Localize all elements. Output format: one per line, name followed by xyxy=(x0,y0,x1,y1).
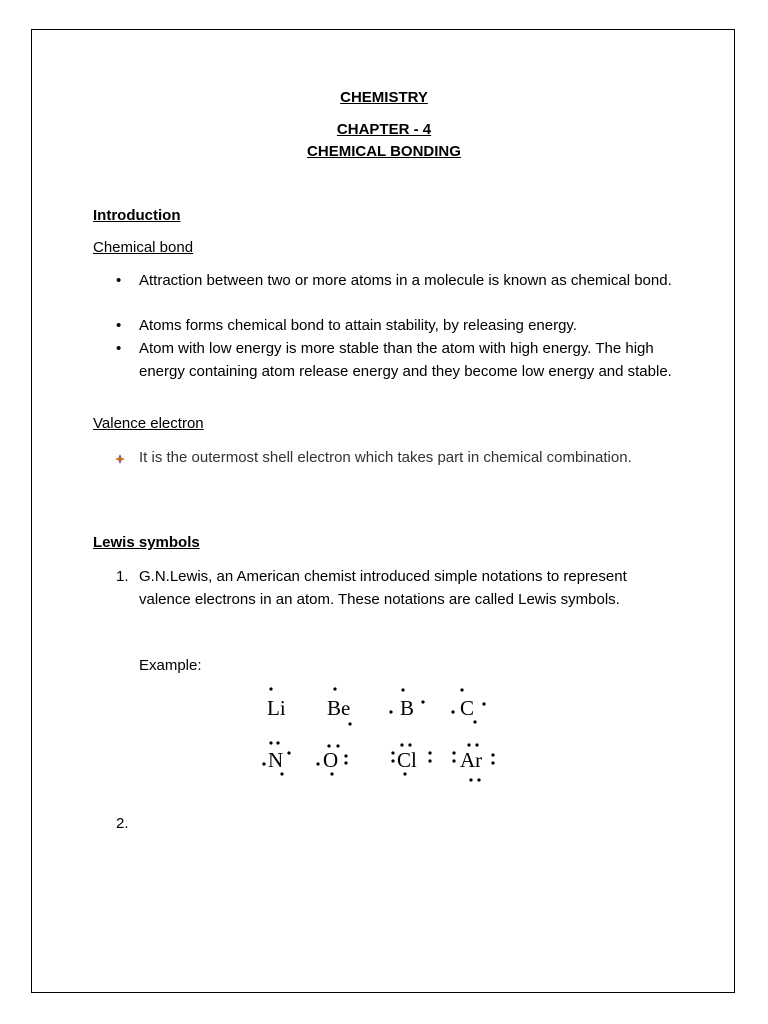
page-border xyxy=(31,29,735,993)
symbol-be: Be xyxy=(327,696,351,720)
chemical-bond-subheading: Chemical bond xyxy=(93,239,194,256)
arrow-bullet-icon xyxy=(114,453,126,465)
bullet-dot: • xyxy=(116,340,122,357)
bullet-dot: • xyxy=(116,317,122,334)
symbol-cl: Cl xyxy=(397,748,417,772)
subject-title: CHEMISTRY xyxy=(340,89,428,106)
chapter-title: CHEMICAL BONDING xyxy=(307,143,461,160)
example-label: Example: xyxy=(139,657,202,674)
symbol-o: O xyxy=(323,748,339,772)
symbol-c: C xyxy=(460,696,475,720)
lewis-item-1-text: G.N.Lewis, an American chemist introduced simple notations to represent valence electrons in an atom. These notations are called Lewis symbols. xyxy=(139,568,627,608)
list-number-2: 2. xyxy=(116,815,129,832)
introduction-heading: Introduction xyxy=(93,207,181,224)
symbol-n: N xyxy=(268,748,284,772)
bullet-item-2: Atoms forms chemical bond to attain stability, by releasing energy. xyxy=(139,317,577,334)
list-number-1: 1. xyxy=(116,568,129,585)
valence-bullet-text: It is the outermost shell electron which takes part in chemical combination. xyxy=(139,449,632,466)
symbol-li: Li xyxy=(267,696,286,720)
bullet-item-3: Atom with low energy is more stable than the atom with high energy. The high energy containing atom release energy and they become low energy and stable. xyxy=(139,340,672,380)
valence-electron-subheading: Valence electron xyxy=(93,415,204,432)
bullet-dot: • xyxy=(116,272,122,289)
lewis-symbols-heading: Lewis symbols xyxy=(93,534,200,551)
chapter-number: CHAPTER - 4 xyxy=(336,121,432,138)
symbol-ar: Ar xyxy=(460,748,483,772)
bullet-item-1: Attraction between two or more atoms in a molecule is known as chemical bond. xyxy=(139,272,672,289)
symbol-b: B xyxy=(400,696,415,720)
lewis-symbols-figure xyxy=(255,680,515,790)
